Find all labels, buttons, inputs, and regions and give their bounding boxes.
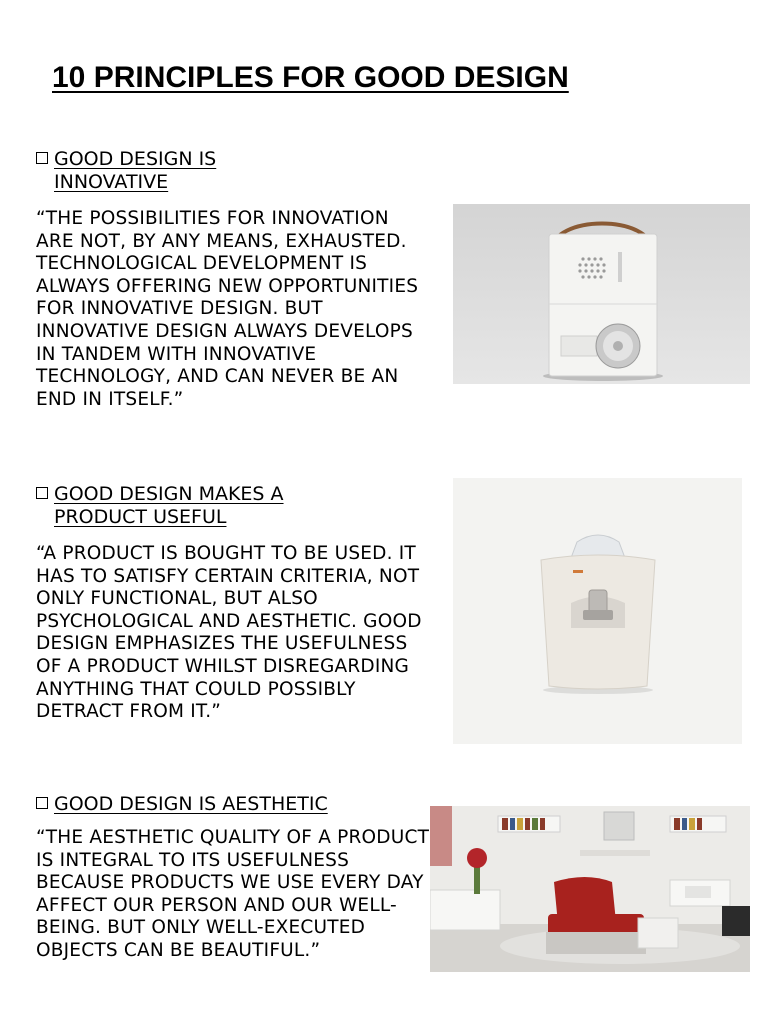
checkbox-bullet-icon: [36, 797, 48, 809]
checkbox-bullet-icon: [36, 487, 48, 499]
section-1-quote: “THE POSSIBILITIES FOR INNOVATION ARE NOT, BY ANY MEANS, EXHAUSTED. TECHNOLOGICAL DEVELOPMENT IS ALWAYS OFFERING NEW OPPORTUNITIES FOR INNOVATIVE DESIGN. BUT INNOVATIVE DESIGN ALWAYS DEVELOPS IN TANDEM WITH INNOVATIVE TECHNOLOGY, AND CAN NEVER BE AN END IN ITSELF.”: [36, 208, 419, 410]
section-2-heading: [36, 483, 284, 529]
living-room-armchair-photo: [430, 806, 750, 972]
section-3-heading-line1: GOOD DESIGN IS AESTHETIC: [54, 793, 328, 815]
citrus-juicer-photo: [453, 478, 742, 744]
section-1-heading-line2: INNOVATIVE: [54, 171, 169, 193]
section-1-heading-line1: GOOD DESIGN IS: [54, 148, 217, 170]
radio-phonograph-photo: [453, 204, 750, 384]
section-2-quote: “A PRODUCT IS BOUGHT TO BE USED. IT HAS TO SATISFY CERTAIN CRITERIA, NOT ONLY FUNCTIONAL, BUT ALSO PSYCHOLOGICAL AND AESTHETIC. GOOD DESIGN EMPHASIZES THE USEFULNESS OF A PRODUCT WHILST DISREGARDING ANYTHING THAT COULD POSSIBLY DETRACT FROM IT.”: [36, 543, 422, 723]
section-3-quote: “THE AESTHETIC QUALITY OF A PRODUCT IS INTEGRAL TO ITS USEFULNESS BECAUSE PRODUCTS WE USE EVERY DAY AFFECT OUR PERSON AND OUR WELL-BEING. BUT ONLY WELL-EXECUTED OBJECTS CAN BE BEAUTIFUL.”: [36, 827, 430, 961]
section-2-heading-line2: PRODUCT USEFUL: [54, 506, 227, 528]
section-1-heading: [36, 148, 216, 194]
page-title: 10 PRINCIPLES FOR GOOD DESIGN: [52, 61, 569, 94]
checkbox-bullet-icon: [36, 152, 48, 164]
section-2-heading-line1: GOOD DESIGN MAKES A: [54, 483, 284, 505]
section-3-heading: [36, 793, 328, 816]
